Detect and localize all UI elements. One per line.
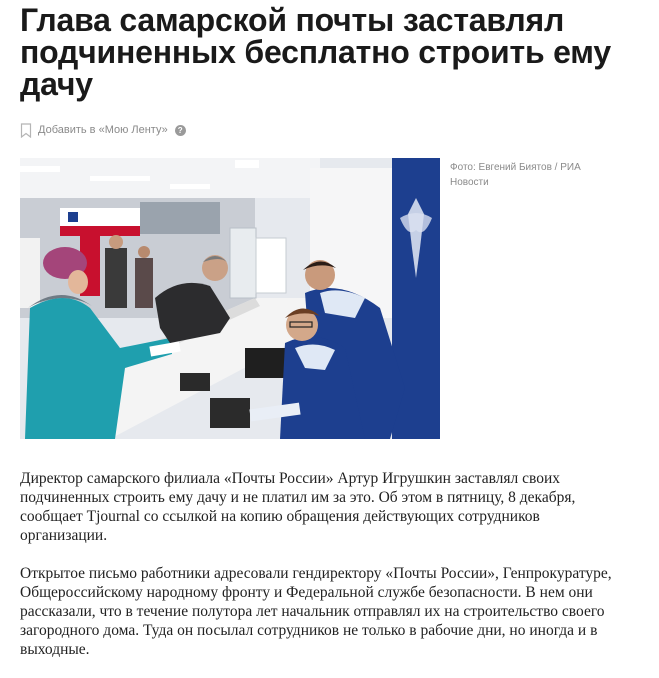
article-body (20, 469, 630, 678)
add-to-my-feed-label: Добавить в «Мою Ленту» (38, 124, 168, 136)
article-photo (20, 158, 440, 439)
article-paragraph-2: Открытое письмо работники адресовали гендиректору «Почты России», Генпрокуратуре, Общероссийскому народному фронту и Федеральной службе безопасности. В нем они рассказали, что в течение полутора лет начальник отправлял их на строительство своего загородного дома. Туда он посылал сотрудников не только в рабочие дни, но иногда и в выходные. (20, 565, 612, 658)
bookmark-icon (20, 123, 32, 138)
article-paragraph-1: Директор самарского филиала «Почты России» Артур Игрушкин заставлял своих подчиненных строить ему дачу и не платил им за это. Об этом в пятницу, 8 декабря, сообщает Tjournal со ссылкой на копию обращения действующих сотрудников организации. (20, 470, 576, 544)
article-title: Глава самарской почты заставлял подчиненных бесплатно строить ему дачу (20, 2, 611, 102)
photo-caption: Фото: Евгений Биятов / РИА Новости (450, 162, 581, 188)
add-to-my-feed-button[interactable] (20, 122, 186, 138)
post-office-photo-illustration (20, 158, 440, 439)
help-icon[interactable]: ? (175, 125, 186, 136)
